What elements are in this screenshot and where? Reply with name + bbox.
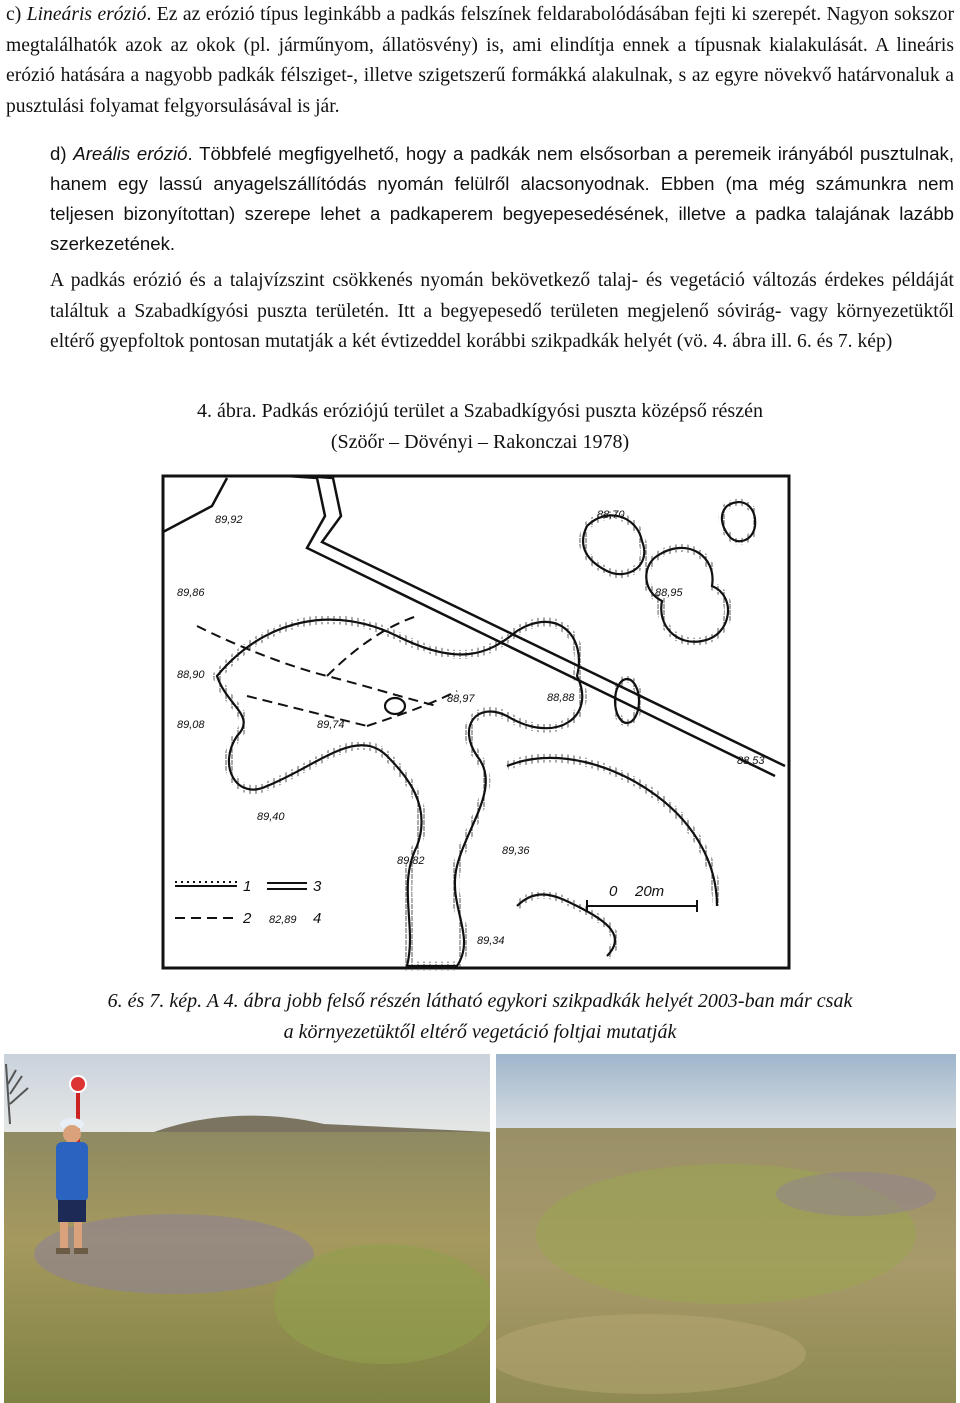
photo-6-steppe-with-person — [4, 1054, 490, 1403]
paragraph-main: A padkás erózió és a talajvízszint csökkenés nyomán bekövetkező talaj- és vegetáció változás érdekes példáját találtuk a Szabadkígyósi puszta területén. Itt a begyepesedő területen megjelenő sóvirág- vagy környezetüktől eltérő gyepfoltok pontosan mutatják a két évtizeddel korábbi szikpadkák helyét (vö. 4. ábra ill. 6. és 7. kép) — [50, 270, 954, 352]
legend-label-1: 1 — [243, 878, 252, 895]
elevation-label: 89,08 — [177, 719, 205, 731]
elevation-label: 88,70 — [597, 509, 625, 521]
erosion-map-figure — [157, 466, 799, 976]
scale-label-end: 20m — [635, 883, 665, 900]
survey-pole-target — [70, 1076, 86, 1092]
elevation-label: 89,40 — [257, 811, 285, 823]
legend-label-2: 2 — [243, 910, 252, 927]
elevation-label: 88,88 — [547, 692, 575, 704]
photo-7-steppe-vegetation-patches — [496, 1054, 956, 1403]
green-patch — [274, 1244, 490, 1364]
elevation-label: 89,74 — [317, 719, 345, 731]
legend-label-3: 3 — [313, 878, 322, 895]
legend-label-4: 4 — [313, 910, 322, 927]
dry-grass-patch — [496, 1314, 806, 1394]
photos-caption-line2: a környezetüktől eltérő vegetáció foltjai mutatják — [283, 1021, 677, 1043]
elevation-label: 88,97 — [447, 693, 475, 705]
figure-4-caption-line2: (Szöőr – Dövényi – Rakonczai 1978) — [330, 431, 630, 453]
term-areal-erosion: Areális erózió — [73, 143, 188, 164]
elevation-label: 89,82 — [397, 855, 425, 867]
term-linear-erosion: Lineáris erózió — [26, 4, 147, 25]
photos-caption-line1: 6. és 7. kép. A 4. ábra jobb felső részén látható egykori szikpadkák helyét 2003-ban már csak — [107, 990, 853, 1012]
elevation-label: 89,34 — [477, 935, 505, 947]
elevation-label: 88,53 — [737, 755, 765, 767]
elevation-label: 88,95 — [655, 587, 683, 599]
figure-4-caption-line1: 4. ábra. Padkás eróziójú terület a Szabadkígyósi puszta középső részén — [197, 400, 763, 422]
elevation-label: 89,36 — [502, 845, 530, 857]
figure-4-caption — [0, 396, 960, 458]
sky — [496, 1054, 956, 1130]
map-background — [157, 466, 799, 976]
elevation-label: 89,92 — [215, 514, 243, 526]
paragraph-areal-erosion: d) Areális erózió. Többfelé megfigyelhető, hogy a padkák nem elsősorban a peremeik irányából pusztulnak, hanem egy lassú anyagelszállítódás nyomán felülről alacsonyodnak. Ebben (ma még számunkra nem teljesen bizonyítottan) szerepe lehet a padkaperem begyepesedésének, illetve a padka talajának lazább szerkezetének. — [50, 143, 954, 254]
legend-elevation-sample: 82,89 — [269, 914, 297, 926]
paragraph-linear-erosion: c) Lineáris erózió. Ez az erózió típus leginkább a padkás felszínek feldarabolódásában fejti ki szerepét. Nagyon sokszor megtalálhatók azok az okok (pl. járműnyom, állatösvény) is, ami elindítja ennek a típusnak kialakulását. A lineáris erózió hatására a nagyobb padkák félsziget-, illetve szigetszerű formákká alakulnak, s az egyre növekvő határvonaluk a pusztulási folyamat felgyorsulásával is jár. — [6, 4, 954, 117]
photos-caption — [0, 986, 960, 1048]
elevation-label: 89,86 — [177, 587, 205, 599]
elevation-label: 88,90 — [177, 669, 205, 681]
sea-lavender-patch — [776, 1172, 936, 1216]
scale-label-start: 0 — [609, 883, 618, 900]
